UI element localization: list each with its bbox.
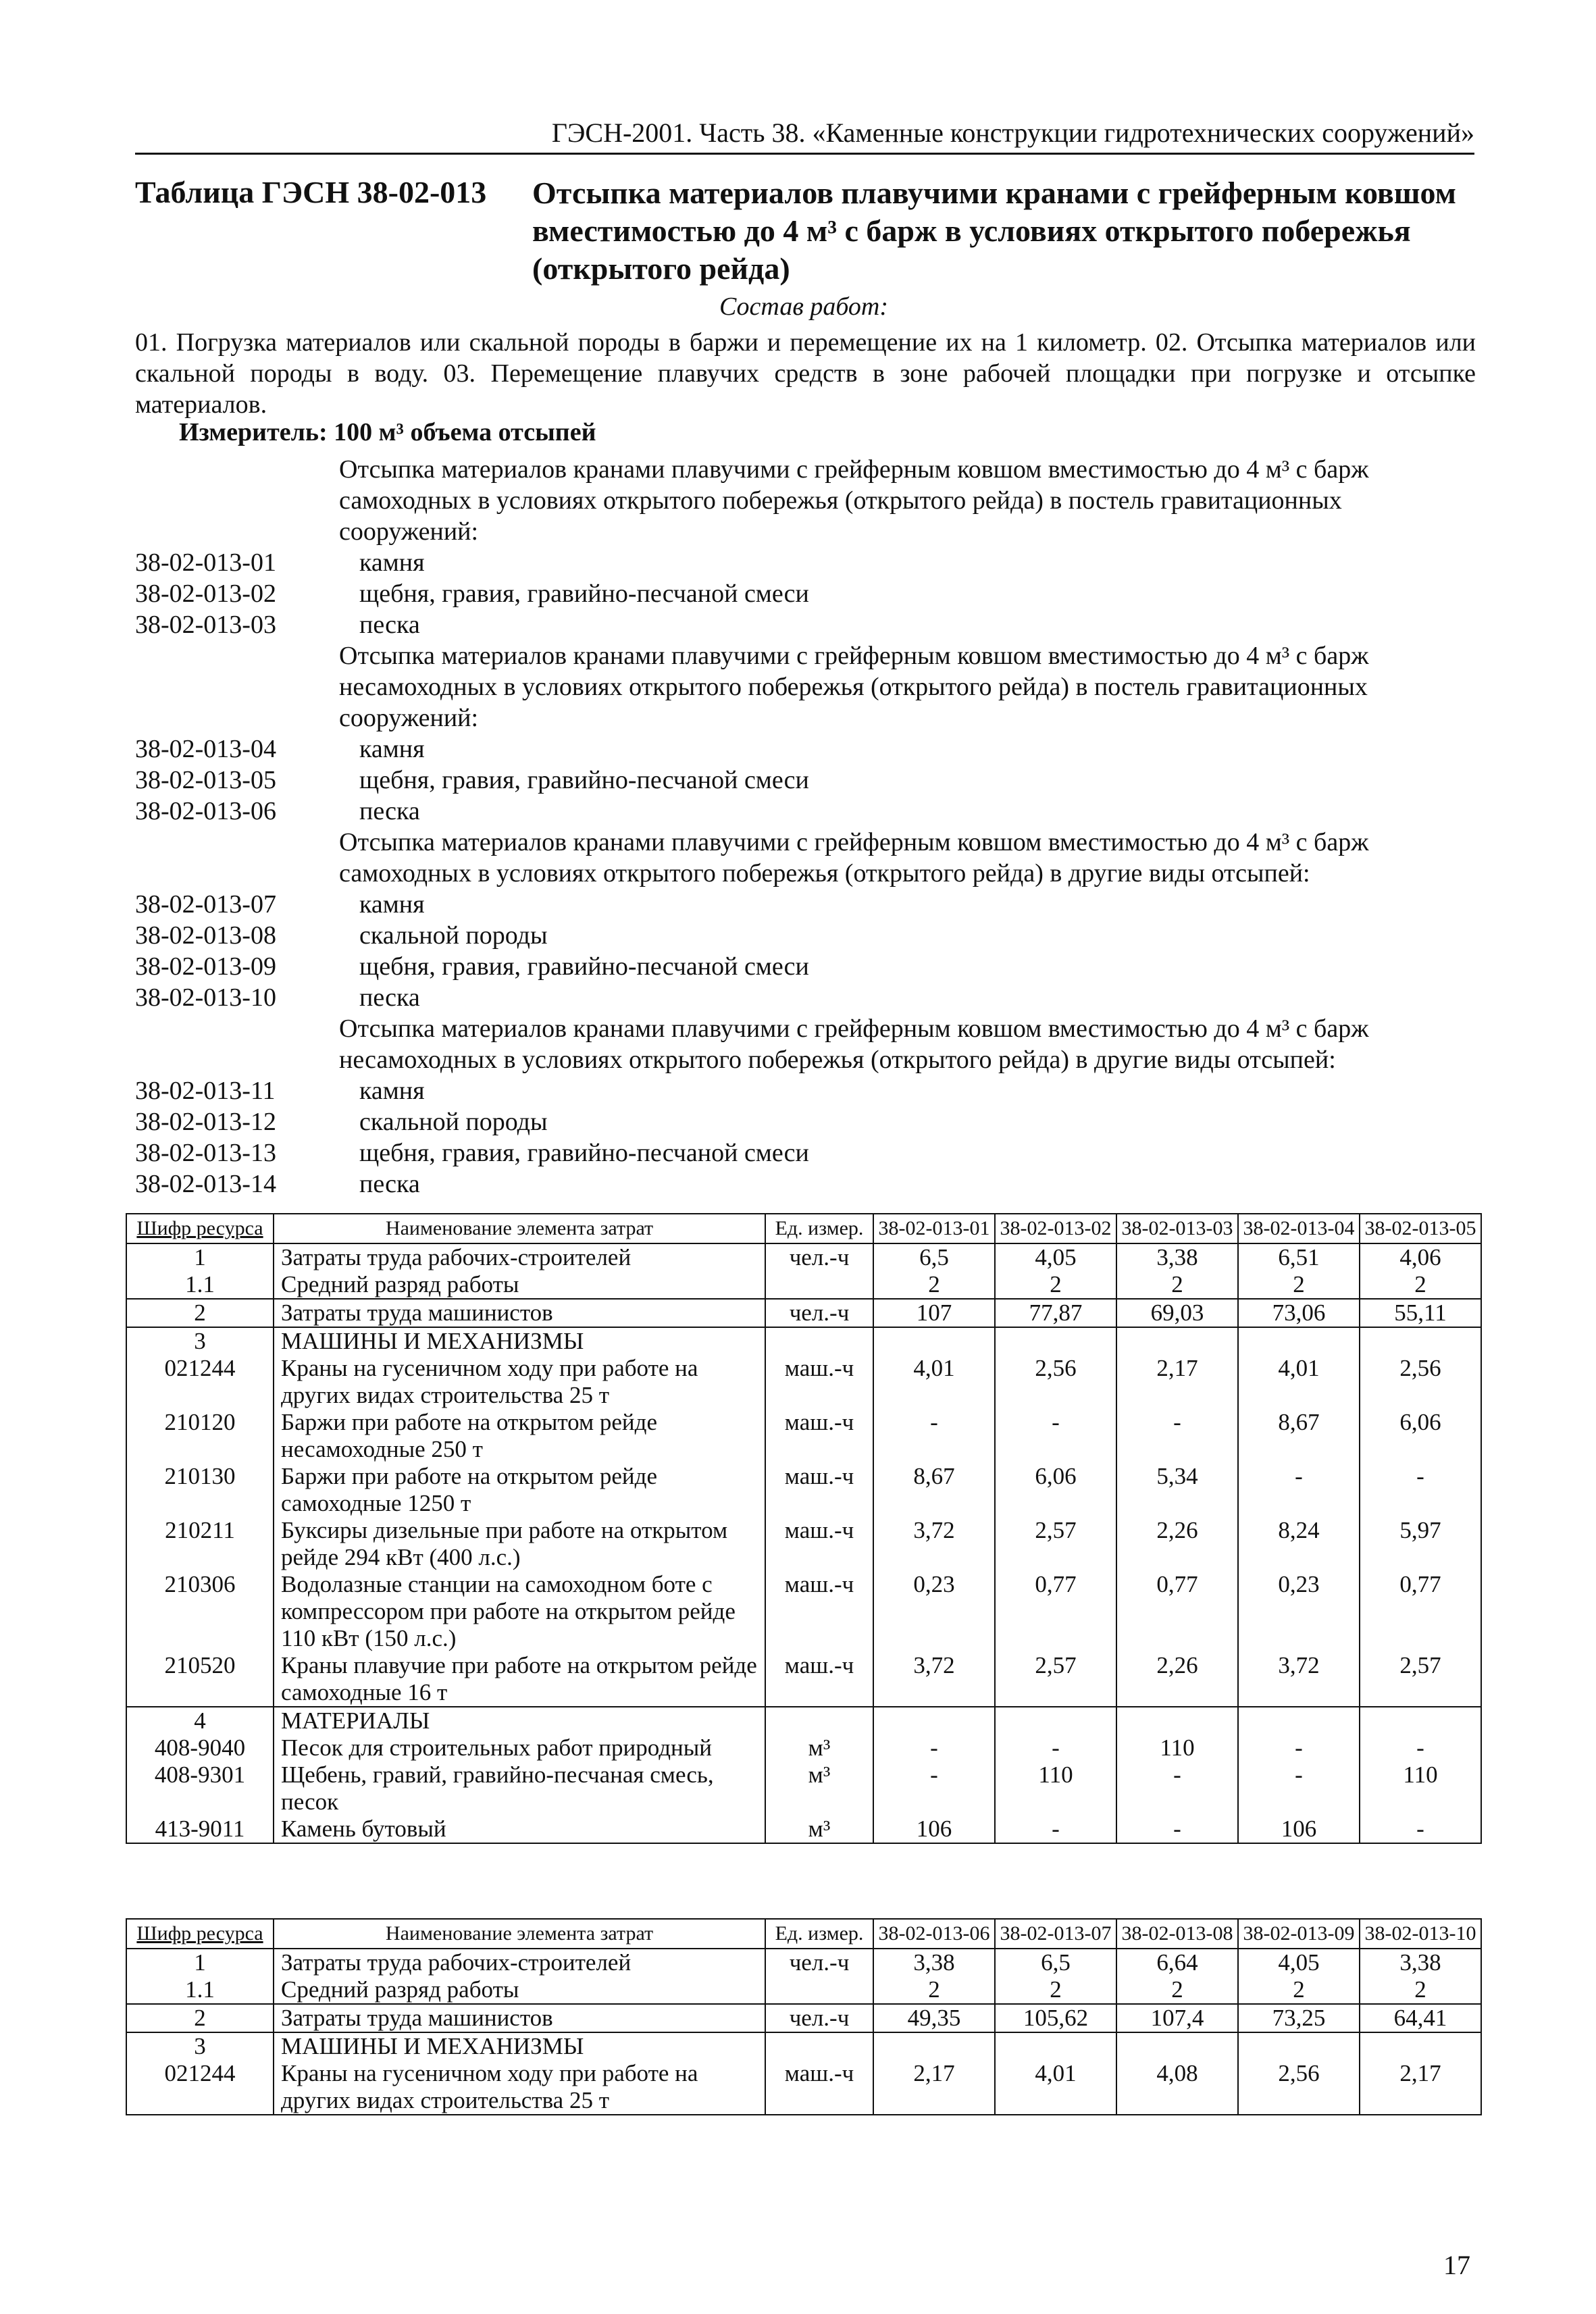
- unit-cell: м³: [765, 1734, 873, 1762]
- resource-code: 2: [126, 2004, 274, 2032]
- table-row: [126, 1271, 1481, 1299]
- value-cell: 4,05: [995, 1243, 1116, 1271]
- norm-text: камня: [359, 1077, 425, 1105]
- norm-code: 38-02-013-14: [135, 1170, 276, 1198]
- header-cost-element: Наименование элемента затрат: [274, 1919, 765, 1949]
- table-row: [126, 1734, 1481, 1762]
- value-cell: 3,38: [1116, 1243, 1238, 1271]
- norm-item: [135, 609, 1486, 640]
- norm-text: Отсыпка материалов кранами плавучими с грейферным ковшом вместимостью до 4 м³ с барж несамоходных в условиях открытого побережья (открытого рейда) в постель гравитационных сооружений:: [339, 642, 1369, 732]
- cost-element-name: Краны на гусеничном ходу при работе на других видах строительства 25 т: [274, 2060, 765, 2115]
- table-title-prefix: Таблица ГЭСН 38-02-013: [135, 175, 487, 209]
- value-cell: 3,72: [873, 1517, 995, 1571]
- value-cell: -: [1238, 1734, 1360, 1762]
- header-norm-code: 38-02-013-02: [995, 1214, 1116, 1243]
- value-cell: [1360, 1707, 1481, 1734]
- header-norm-code: 38-02-013-01: [873, 1214, 995, 1243]
- value-cell: -: [1116, 1409, 1238, 1463]
- norm-text: скальной породы: [359, 1108, 548, 1136]
- value-cell: 73,25: [1238, 2004, 1360, 2032]
- unit-cell: [765, 1707, 873, 1734]
- value-cell: 6,5: [995, 1949, 1116, 1976]
- unit-cell: [765, 1271, 873, 1299]
- norm-code: 38-02-013-10: [135, 983, 276, 1012]
- unit-cell: маш.-ч: [765, 2060, 873, 2115]
- value-cell: 64,41: [1360, 2004, 1481, 2032]
- unit-cell: чел.-ч: [765, 1949, 873, 1976]
- norm-item: [135, 734, 1486, 765]
- norm-item: [135, 1168, 1486, 1200]
- value-cell: [995, 1327, 1116, 1355]
- value-cell: 2,57: [995, 1652, 1116, 1707]
- cost-element-name: Баржи при работе на открытом рейде несамоходные 250 т: [274, 1409, 765, 1463]
- norm-text: Отсыпка материалов кранами плавучими с грейферным ковшом вместимостью до 4 м³ с барж самоходных в условиях открытого побережья (открытого рейда) в другие виды отсыпей:: [339, 828, 1369, 888]
- value-cell: [995, 2032, 1116, 2060]
- norm-text: щебня, гравия, гравийно-песчаной смеси: [359, 766, 809, 794]
- unit-cell: м³: [765, 1816, 873, 1843]
- value-cell: 69,03: [1116, 1299, 1238, 1327]
- value-cell: 2,57: [1360, 1652, 1481, 1707]
- value-cell: -: [1360, 1816, 1481, 1843]
- value-cell: [1360, 2032, 1481, 2060]
- table-row: [126, 1327, 1481, 1355]
- norm-code: [135, 454, 339, 547]
- norm-code: 38-02-013-01: [135, 548, 276, 577]
- value-cell: [873, 2032, 995, 2060]
- value-cell: 106: [873, 1816, 995, 1843]
- cost-element-name: Краны на гусеничном ходу при работе на других видах строительства 25 т: [274, 1355, 765, 1409]
- resource-code: 1.1: [126, 1976, 274, 2004]
- norm-code: 38-02-013-07: [135, 890, 276, 919]
- resource-code: 210520: [126, 1652, 274, 1707]
- norm-code: 38-02-013-06: [135, 797, 276, 825]
- value-cell: [873, 1707, 995, 1734]
- norm-text: камня: [359, 735, 425, 763]
- value-cell: -: [1360, 1463, 1481, 1517]
- norm-item: [135, 920, 1486, 951]
- value-cell: 2: [873, 1271, 995, 1299]
- value-cell: [1238, 2032, 1360, 2060]
- unit-cell: маш.-ч: [765, 1571, 873, 1652]
- norm-code: 38-02-013-03: [135, 611, 276, 639]
- value-cell: -: [1360, 1734, 1481, 1762]
- value-cell: 2,56: [995, 1355, 1116, 1409]
- norm-item: [135, 1075, 1486, 1106]
- norm-text: щебня, гравия, гравийно-песчаной смеси: [359, 952, 809, 981]
- value-cell: [1360, 1327, 1481, 1355]
- resource-code: 021244: [126, 1355, 274, 1409]
- value-cell: 4,01: [1238, 1355, 1360, 1409]
- norm-item: [135, 982, 1486, 1013]
- norm-code: [135, 827, 339, 889]
- norm-text: песка: [359, 797, 420, 825]
- unit-cell: [765, 1327, 873, 1355]
- table-row: [126, 1762, 1481, 1816]
- value-cell: -: [1238, 1463, 1360, 1517]
- value-cell: 2: [1116, 1271, 1238, 1299]
- value-cell: 2: [995, 1976, 1116, 2004]
- norm-text: камня: [359, 890, 425, 919]
- norm-text: Отсыпка материалов кранами плавучими с грейферным ковшом вместимостью до 4 м³ с барж несамоходных в условиях открытого побережья (открытого рейда) в другие виды отсыпей:: [339, 1014, 1369, 1074]
- norm-text: Отсыпка материалов кранами плавучими с грейферным ковшом вместимостью до 4 м³ с барж самоходных в условиях открытого побережья (открытого рейда) в постель гравитационных сооружений:: [339, 455, 1369, 546]
- norm-text: щебня, гравия, гравийно-песчаной смеси: [359, 580, 809, 608]
- table-row: [126, 2032, 1481, 2060]
- resource-code: 210211: [126, 1517, 274, 1571]
- value-cell: -: [995, 1409, 1116, 1463]
- cost-element-name: Средний разряд работы: [274, 1271, 765, 1299]
- cost-element-name: Камень бутовый: [274, 1816, 765, 1843]
- norm-code: 38-02-013-09: [135, 952, 276, 981]
- header-unit: Ед. измер.: [765, 1919, 873, 1949]
- header-norm-code: 38-02-013-03: [1116, 1214, 1238, 1243]
- norm-text: щебня, гравия, гравийно-песчаной смеси: [359, 1139, 809, 1167]
- value-cell: 0,77: [1116, 1571, 1238, 1652]
- table-row: [126, 1707, 1481, 1734]
- table-title: Отсыпка материалов плавучими кранами с грейферным ковшом вместимостью до 4 м³ с барж в условиях открытого побережья (открытого рейда): [532, 176, 1456, 286]
- cost-element-name: Буксиры дизельные при работе на открытом рейде 294 кВт (400 л.с.): [274, 1517, 765, 1571]
- value-cell: -: [873, 1409, 995, 1463]
- value-cell: 2: [995, 1271, 1116, 1299]
- unit-cell: [765, 1976, 873, 2004]
- value-cell: [1116, 2032, 1238, 2060]
- value-cell: [1116, 1707, 1238, 1734]
- cost-element-name: Затраты труда рабочих-строителей: [274, 1243, 765, 1271]
- norm-item: [135, 1106, 1486, 1137]
- value-cell: 0,23: [873, 1571, 995, 1652]
- unit-cell: [765, 2032, 873, 2060]
- page-number: 17: [1443, 2250, 1470, 2280]
- value-cell: 49,35: [873, 2004, 995, 2032]
- value-cell: 2: [873, 1976, 995, 2004]
- value-cell: 6,5: [873, 1243, 995, 1271]
- header-unit: Ед. измер.: [765, 1214, 873, 1243]
- norm-item: [135, 889, 1486, 920]
- header-norm-code: 38-02-013-05: [1360, 1214, 1481, 1243]
- value-cell: 0,77: [1360, 1571, 1481, 1652]
- value-cell: 5,97: [1360, 1517, 1481, 1571]
- value-cell: 110: [1116, 1734, 1238, 1762]
- value-cell: 107: [873, 1299, 995, 1327]
- resource-code: 3: [126, 1327, 274, 1355]
- value-cell: 3,38: [1360, 1949, 1481, 1976]
- norm-code: 38-02-013-04: [135, 735, 276, 763]
- header-norm-code: 38-02-013-08: [1116, 1919, 1238, 1949]
- value-cell: 4,05: [1238, 1949, 1360, 1976]
- table-row: [126, 2004, 1481, 2032]
- norm-item: [135, 951, 1486, 982]
- value-cell: 8,67: [1238, 1409, 1360, 1463]
- table-row: [126, 1299, 1481, 1327]
- value-cell: 110: [995, 1762, 1116, 1816]
- norm-text: камня: [359, 548, 425, 577]
- value-cell: 4,01: [995, 2060, 1116, 2115]
- unit-cell: чел.-ч: [765, 1243, 873, 1271]
- norm-item: [135, 765, 1486, 796]
- resource-code: 210306: [126, 1571, 274, 1652]
- norm-list: [135, 454, 1486, 1200]
- value-cell: 6,06: [995, 1463, 1116, 1517]
- cost-element-name: Затраты труда машинистов: [274, 2004, 765, 2032]
- value-cell: -: [995, 1734, 1116, 1762]
- header-norm-code: 38-02-013-06: [873, 1919, 995, 1949]
- norm-code: [135, 1013, 339, 1075]
- cost-element-name: Водолазные станции на самоходном боте с компрессором при работе на открытом рейде 110 кВт (150 л.с.): [274, 1571, 765, 1652]
- value-cell: 2,56: [1238, 2060, 1360, 2115]
- norm-item: [135, 796, 1486, 827]
- value-cell: 4,06: [1360, 1243, 1481, 1271]
- value-cell: [1238, 1707, 1360, 1734]
- value-cell: 8,24: [1238, 1517, 1360, 1571]
- norm-code: 38-02-013-08: [135, 921, 276, 950]
- value-cell: -: [995, 1816, 1116, 1843]
- value-cell: 55,11: [1360, 1299, 1481, 1327]
- table-row: [126, 1571, 1481, 1652]
- table-row: [126, 1463, 1481, 1517]
- table-row: [126, 1243, 1481, 1271]
- value-cell: 2: [1238, 1271, 1360, 1299]
- resource-code: 408-9040: [126, 1734, 274, 1762]
- table-row: [126, 1517, 1481, 1571]
- value-cell: 105,62: [995, 2004, 1116, 2032]
- value-cell: 2,26: [1116, 1517, 1238, 1571]
- resource-code: 2: [126, 1299, 274, 1327]
- unit-cell: маш.-ч: [765, 1409, 873, 1463]
- resource-table-1: [126, 1213, 1482, 1844]
- resource-code: 1.1: [126, 1271, 274, 1299]
- unit-cell: маш.-ч: [765, 1517, 873, 1571]
- norm-code: 38-02-013-11: [135, 1077, 276, 1105]
- norm-code: [135, 640, 339, 734]
- norm-text: песка: [359, 983, 420, 1012]
- value-cell: [995, 1707, 1116, 1734]
- value-cell: 73,06: [1238, 1299, 1360, 1327]
- norm-text: скальной породы: [359, 921, 548, 950]
- norm-text: песка: [359, 611, 420, 639]
- value-cell: 2: [1238, 1976, 1360, 2004]
- table-row: [126, 1816, 1481, 1843]
- resource-code: 1: [126, 1243, 274, 1271]
- norm-group-heading: [135, 827, 1486, 889]
- resource-code: 210120: [126, 1409, 274, 1463]
- header-cost-element: Наименование элемента затрат: [274, 1214, 765, 1243]
- cost-element-name: Краны плавучие при работе на открытом рейде самоходные 16 т: [274, 1652, 765, 1707]
- header-norm-code: 38-02-013-09: [1238, 1919, 1360, 1949]
- work-description: 01. Погрузка материалов или скальной породы в баржи и перемещение их на 1 километр. 02. Отсыпка материалов или скальной породы в воду. 03. Перемещение плавучих средств в зоне рабочей площадки при погрузке и отсыпке материалов.: [135, 328, 1476, 419]
- unit-cell: маш.-ч: [765, 1355, 873, 1409]
- value-cell: 2,26: [1116, 1652, 1238, 1707]
- header-norm-code: 38-02-013-04: [1238, 1214, 1360, 1243]
- cost-element-name: МАШИНЫ И МЕХАНИЗМЫ: [274, 2032, 765, 2060]
- value-cell: 2,17: [1116, 1355, 1238, 1409]
- unit-cell: чел.-ч: [765, 1299, 873, 1327]
- header-norm-code: 38-02-013-10: [1360, 1919, 1481, 1949]
- value-cell: 3,38: [873, 1949, 995, 1976]
- cost-element-name: МАТЕРИАЛЫ: [274, 1707, 765, 1734]
- value-cell: 106: [1238, 1816, 1360, 1843]
- cost-element-name: Затраты труда рабочих-строителей: [274, 1949, 765, 1976]
- value-cell: 2,57: [995, 1517, 1116, 1571]
- norm-group-heading: [135, 1013, 1486, 1075]
- value-cell: 6,64: [1116, 1949, 1238, 1976]
- resource-code: 413-9011: [126, 1816, 274, 1843]
- norm-item: [135, 1137, 1486, 1168]
- value-cell: 2,17: [1360, 2060, 1481, 2115]
- norm-item: [135, 547, 1486, 578]
- value-cell: 0,23: [1238, 1571, 1360, 1652]
- norm-group-heading: [135, 454, 1486, 547]
- cost-element-name: Средний разряд работы: [274, 1976, 765, 2004]
- header-norm-code: 38-02-013-07: [995, 1919, 1116, 1949]
- cost-element-name: МАШИНЫ И МЕХАНИЗМЫ: [274, 1327, 765, 1355]
- value-cell: -: [873, 1762, 995, 1816]
- norm-code: 38-02-013-05: [135, 766, 276, 794]
- header-resource-code: Шифр ресурса: [126, 1214, 274, 1243]
- value-cell: 8,67: [873, 1463, 995, 1517]
- table-row: [126, 2060, 1481, 2115]
- value-cell: [1116, 1327, 1238, 1355]
- table-row: [126, 1976, 1481, 2004]
- resource-table-2: [126, 1918, 1482, 2115]
- norm-code: 38-02-013-12: [135, 1108, 276, 1136]
- table-row: [126, 1652, 1481, 1707]
- cost-element-name: Песок для строительных работ природный: [274, 1734, 765, 1762]
- resource-code: 3: [126, 2032, 274, 2060]
- value-cell: 3,72: [1238, 1652, 1360, 1707]
- header-resource-code: Шифр ресурса: [126, 1919, 274, 1949]
- norm-item: [135, 578, 1486, 609]
- unit-cell: чел.-ч: [765, 2004, 873, 2032]
- cost-element-name: Затраты труда машинистов: [274, 1299, 765, 1327]
- value-cell: 2,56: [1360, 1355, 1481, 1409]
- value-cell: 110: [1360, 1762, 1481, 1816]
- value-cell: -: [1116, 1816, 1238, 1843]
- value-cell: [1238, 1327, 1360, 1355]
- table-row: [126, 1949, 1481, 1976]
- value-cell: [873, 1327, 995, 1355]
- value-cell: 2: [1360, 1271, 1481, 1299]
- measure-unit: Измеритель: 100 м³ объема отсыпей: [179, 418, 596, 446]
- value-cell: 3,72: [873, 1652, 995, 1707]
- value-cell: 77,87: [995, 1299, 1116, 1327]
- norm-text: песка: [359, 1170, 420, 1198]
- table-row: [126, 1355, 1481, 1409]
- table-row: [126, 1409, 1481, 1463]
- resource-code: 4: [126, 1707, 274, 1734]
- value-cell: -: [1238, 1762, 1360, 1816]
- unit-cell: маш.-ч: [765, 1652, 873, 1707]
- value-cell: 0,77: [995, 1571, 1116, 1652]
- norm-group-heading: [135, 640, 1486, 734]
- value-cell: 2: [1116, 1976, 1238, 2004]
- value-cell: -: [873, 1734, 995, 1762]
- value-cell: 5,34: [1116, 1463, 1238, 1517]
- running-header: ГЭСН-2001. Часть 38. «Каменные конструкции гидротехнических сооружений»: [135, 113, 1474, 155]
- value-cell: 2: [1360, 1976, 1481, 2004]
- resource-code: 1: [126, 1949, 274, 1976]
- value-cell: 4,08: [1116, 2060, 1238, 2115]
- norm-code: 38-02-013-13: [135, 1139, 276, 1167]
- composition-label: Состав работ:: [719, 292, 889, 321]
- resource-code: 021244: [126, 2060, 274, 2115]
- value-cell: 4,01: [873, 1355, 995, 1409]
- value-cell: 6,51: [1238, 1243, 1360, 1271]
- value-cell: -: [1116, 1762, 1238, 1816]
- cost-element-name: Щебень, гравий, гравийно-песчаная смесь, песок: [274, 1762, 765, 1816]
- value-cell: 2,17: [873, 2060, 995, 2115]
- norm-code: 38-02-013-02: [135, 580, 276, 608]
- cost-element-name: Баржи при работе на открытом рейде самоходные 1250 т: [274, 1463, 765, 1517]
- value-cell: 6,06: [1360, 1409, 1481, 1463]
- unit-cell: м³: [765, 1762, 873, 1816]
- unit-cell: маш.-ч: [765, 1463, 873, 1517]
- value-cell: 107,4: [1116, 2004, 1238, 2032]
- resource-code: 408-9301: [126, 1762, 274, 1816]
- resource-code: 210130: [126, 1463, 274, 1517]
